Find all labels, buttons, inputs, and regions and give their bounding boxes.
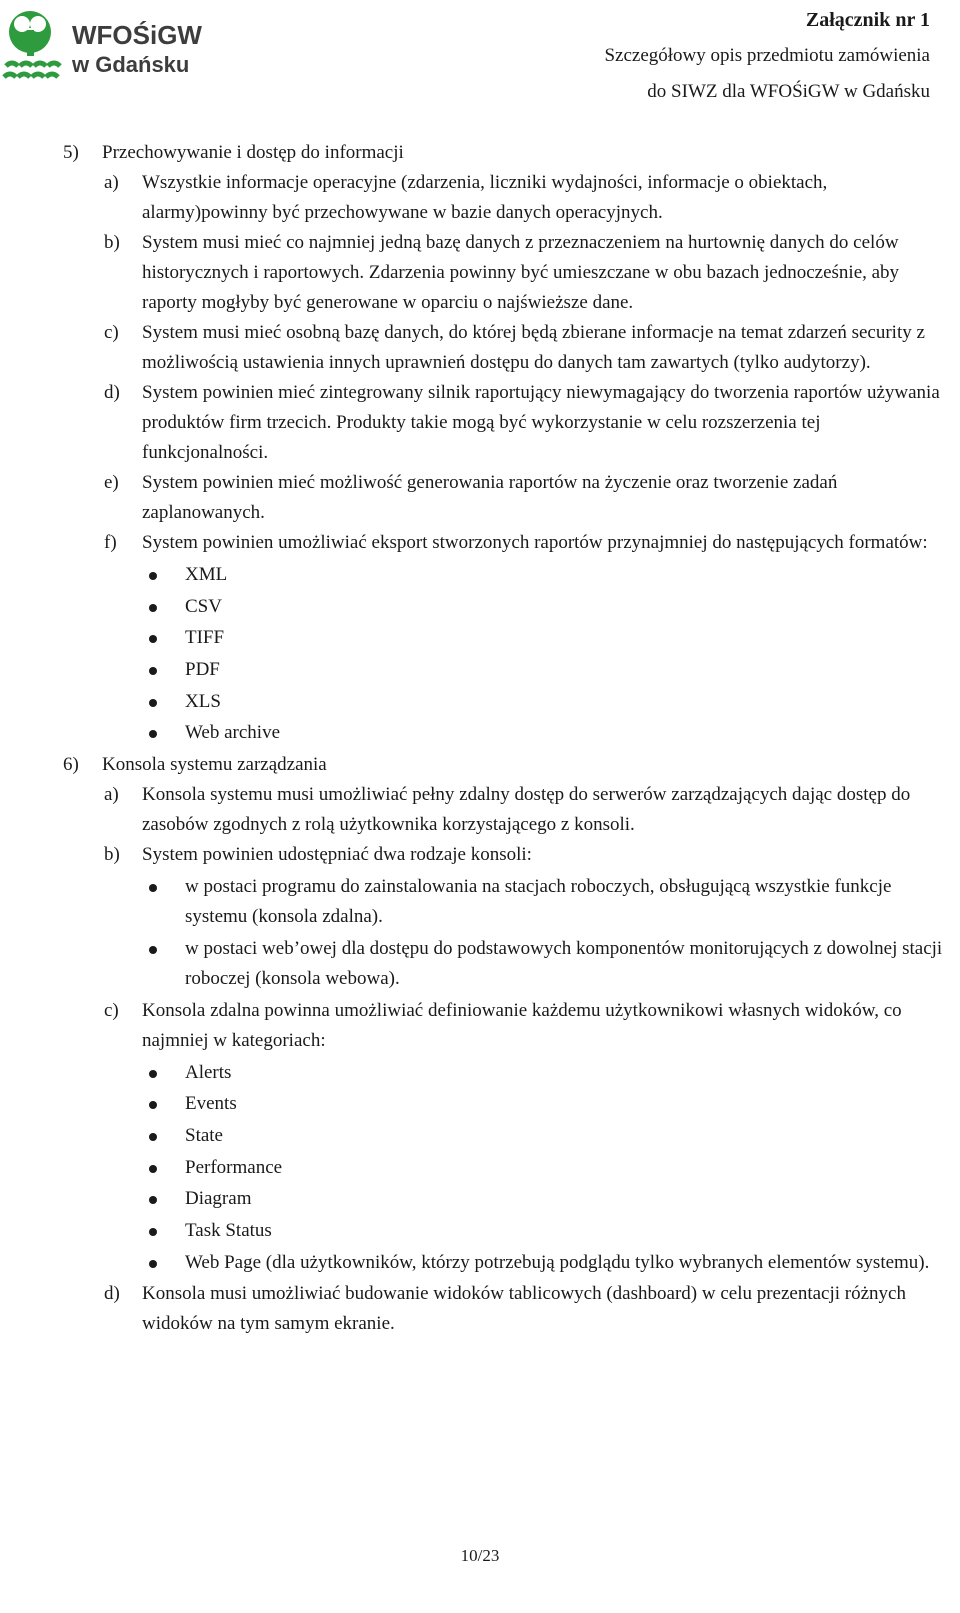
- bullet-text: w postaci web’owej dla dostępu do podstawowych komponentów monitorujących z dowolnej stacji roboczej (konsola webowa).: [185, 937, 943, 989]
- item-letter: b): [104, 232, 120, 253]
- section-title: Konsola systemu zarządzania: [102, 754, 327, 776]
- bullet-item: [142, 872, 943, 932]
- header-subtitle-2: do SIWZ dla WFOŚiGW w Gdańsku: [647, 81, 930, 102]
- bullet-icon: [149, 572, 157, 580]
- bullet-icon: [149, 946, 157, 954]
- item-text: System powinien umożliwiać eksport stworzonych raportów przynajmniej do następujących formatów:: [142, 532, 928, 553]
- list-item: [63, 378, 943, 468]
- item-letter: c): [104, 322, 119, 343]
- list-item: [63, 528, 943, 748]
- bullet-item: [142, 934, 943, 994]
- list-item: [63, 996, 943, 1278]
- logo-text-line1: WFOŚiGW: [72, 20, 202, 50]
- list-item: [63, 228, 943, 318]
- bullet-item: [142, 1121, 943, 1151]
- item-letter: d): [104, 382, 120, 403]
- bullet-icon: [149, 884, 157, 892]
- tree-logo-icon: [0, 2, 232, 88]
- item-letter: a): [104, 172, 119, 193]
- bullet-icon: [149, 635, 157, 643]
- attachment-title: Załącznik nr 1: [805, 9, 930, 31]
- bullet-icon: [149, 699, 157, 707]
- bullet-text: XLS: [185, 690, 221, 712]
- logo-text-line2: w Gdańsku: [72, 52, 190, 77]
- item-letter: e): [104, 472, 119, 493]
- bullet-item: [142, 1153, 943, 1183]
- bullet-item: [142, 655, 943, 685]
- bullet-text: State: [185, 1124, 223, 1146]
- bullet-icon: [149, 1260, 157, 1268]
- bullet-text: Task Status: [185, 1219, 272, 1241]
- bullet-icon: [149, 1228, 157, 1236]
- item-text: Wszystkie informacje operacyjne (zdarzenia, liczniki wydajności, informacje o obiektach, alarmy)powinny być przechowywane w bazie danych operacyjnych.: [142, 172, 828, 223]
- document-body: [63, 138, 943, 1339]
- item-text: System powinien mieć możliwość generowania raportów na życzenie oraz tworzenie zadań zaplanowanych.: [142, 472, 838, 523]
- bullet-icon: [149, 604, 157, 612]
- item-text: Konsola zdalna powinna umożliwiać definiowanie każdemu użytkownikowi własnych widoków, co najmniej w kategoriach:: [142, 999, 902, 1051]
- item-text: System musi mieć osobną bazę danych, do której będą zbierane informacje na temat zdarzeń security z możliwością ustawienia innych uprawnień dostępu do danych tam zawartych (tylko audytorzy).: [142, 322, 925, 373]
- bullet-icon: [149, 1165, 157, 1173]
- item-letter: a): [104, 784, 119, 806]
- bullet-icon: [149, 667, 157, 675]
- bullet-text: Events: [185, 1093, 237, 1115]
- section-title: Przechowywanie i dostęp do informacji: [102, 142, 404, 163]
- bullet-item: [142, 1248, 943, 1278]
- bullet-item: [142, 1184, 943, 1214]
- bullet-text: XML: [185, 564, 228, 585]
- bullet-item: [142, 1216, 943, 1246]
- header-subtitle-1: Szczegółowy opis przedmiotu zamówienia: [604, 45, 930, 66]
- item-letter: d): [104, 1283, 120, 1305]
- bullet-text: PDF: [185, 659, 220, 681]
- section-number: 6): [63, 754, 79, 776]
- bullet-list: [142, 872, 943, 994]
- item-letter: b): [104, 844, 120, 866]
- section-number: 5): [63, 142, 79, 163]
- section: [63, 138, 943, 748]
- bullet-text: Web Page (dla użytkowników, którzy potrzebują podglądu tylko wybranych elementów systemu).: [185, 1251, 930, 1273]
- bullet-item: [142, 1058, 943, 1088]
- bullet-list: [142, 1058, 943, 1278]
- document-header: [604, 2, 930, 110]
- bullet-item: [142, 560, 943, 590]
- bullet-list: [142, 560, 943, 748]
- bullet-item: [142, 1089, 943, 1119]
- item-text: System musi mieć co najmniej jedną bazę danych z przeznaczeniem na hurtownię danych do celów historycznych i raportowych. Zdarzenia powinny być umieszczane w obu bazach jednocześnie, aby raporty mogłyby być generowane w oparciu o najświeższe dane.: [142, 232, 900, 313]
- bullet-text: CSV: [185, 595, 222, 617]
- item-letter: f): [104, 532, 117, 553]
- bullet-icon: [149, 1101, 157, 1109]
- item-text: Konsola systemu musi umożliwiać pełny zdalny dostęp do serwerów zarządzających dając dostęp do zasobów zgodnych z rolą użytkownika korzystającego z konsoli.: [142, 784, 911, 836]
- bullet-item: [142, 718, 943, 748]
- list-item: [63, 318, 943, 378]
- list-item: [63, 1279, 943, 1339]
- bullet-text: TIFF: [185, 627, 225, 649]
- item-letter: c): [104, 999, 119, 1021]
- bullet-text: w postaci programu do zainstalowania na stacjach roboczych, obsługującą wszystkie funkcje systemu (konsola zdalna).: [185, 876, 892, 928]
- section-heading: [63, 138, 943, 168]
- wfosigw-logo: [0, 2, 232, 88]
- bullet-text: Performance: [185, 1156, 283, 1178]
- bullet-icon: [149, 1070, 157, 1078]
- bullet-text: Web archive: [185, 722, 280, 744]
- bullet-icon: [149, 1196, 157, 1204]
- item-text: System powinien mieć zintegrowany silnik raportujący niewymagający do tworzenia raportów używania produktów firm trzecich. Produkty takie mogą być wykorzystanie w celu rozszerzenia tej funkcjonalności.: [142, 382, 940, 463]
- bullet-item: [142, 592, 943, 622]
- bullet-item: [142, 623, 943, 653]
- section: [63, 750, 943, 1339]
- page-number: 10/23: [460, 1546, 500, 1565]
- item-text: Konsola musi umożliwiać budowanie widoków tablicowych (dashboard) w celu prezentacji różnych widoków na tym samym ekranie.: [142, 1283, 906, 1335]
- bullet-icon: [149, 730, 157, 738]
- bullet-icon: [149, 1133, 157, 1141]
- section-heading: [63, 750, 943, 780]
- item-text: System powinien udostępniać dwa rodzaje konsoli:: [142, 844, 532, 866]
- list-item: [63, 780, 943, 840]
- list-item: [63, 840, 943, 994]
- bullet-text: Alerts: [185, 1061, 232, 1083]
- list-item: [63, 468, 943, 528]
- list-item: [63, 168, 943, 228]
- bullet-text: Diagram: [185, 1188, 252, 1210]
- bullet-item: [142, 687, 943, 717]
